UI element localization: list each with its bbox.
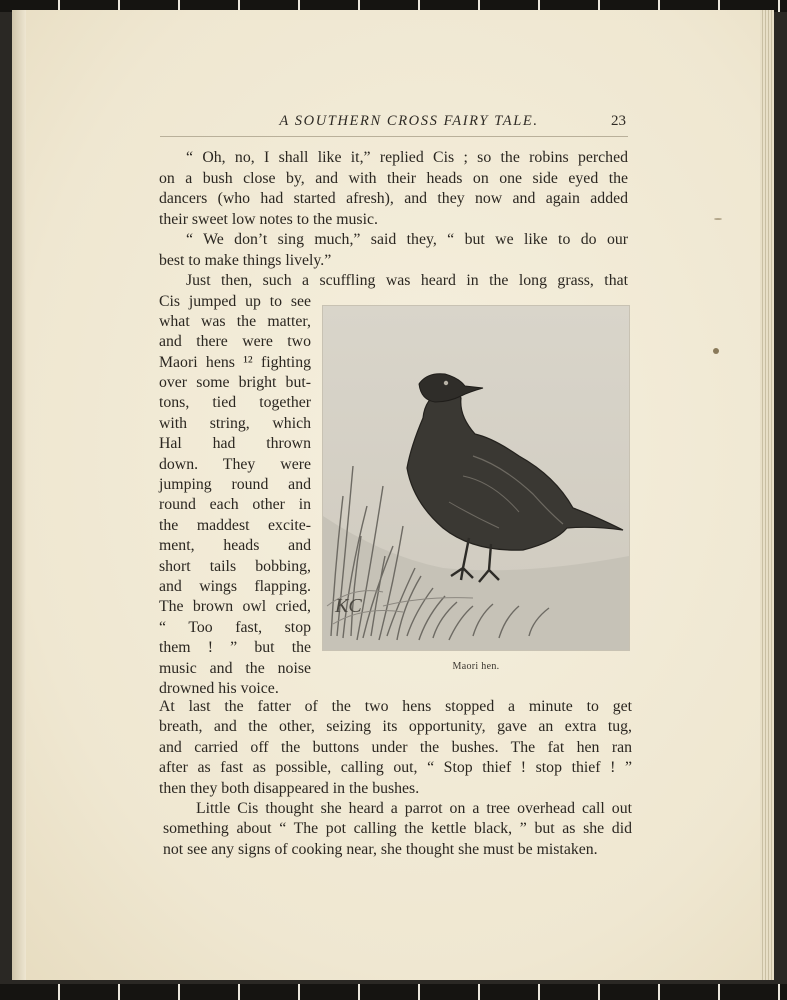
text-line: At last the fatter of the two hens stopped a minute to get <box>159 698 632 715</box>
text-line: down. They were <box>159 456 311 473</box>
text-line: Little Cis thought she heard a parrot on a tree overhead call out <box>196 800 632 817</box>
text-line: something about “ The pot calling the kettle black, ” but as she did <box>163 820 632 837</box>
maori-hen-illustration <box>323 306 629 650</box>
text-line: not see any signs of cooking near, she thought she must be mistaken. <box>163 841 598 858</box>
figure-caption: Maori hen. <box>452 661 500 672</box>
artist-signature: KC <box>335 595 362 617</box>
text-line: short tails bobbing, <box>159 558 311 575</box>
page-edges <box>760 10 774 980</box>
text-line: and there were two <box>159 333 311 350</box>
text-line: Hal had thrown <box>159 435 311 452</box>
text-line: dancers (who had started afresh), and they now and again added <box>159 190 628 207</box>
text-line: the maddest excite- <box>159 517 311 534</box>
text-line: music and the noise <box>159 660 311 677</box>
text-line: breath, and the other, seizing its opportunity, gave an extra tug, <box>159 718 632 735</box>
scan-ruler-bottom <box>0 984 787 1000</box>
text-line: “ We don’t sing much,” said they, “ but we like to do our <box>186 231 628 248</box>
hen-drawing <box>323 306 629 650</box>
text-line: then they both disappeared in the bushes. <box>159 780 420 797</box>
text-line: round each other in <box>159 496 311 513</box>
text-line: over some bright but- <box>159 374 311 391</box>
text-line: with string, which <box>159 415 311 432</box>
running-head <box>160 113 628 137</box>
text-line: “ Too fast, stop <box>159 619 311 636</box>
text-line: and carried off the buttons under the bushes. The fat hen ran <box>159 739 632 756</box>
text-line: drowned his voice. <box>159 680 279 697</box>
text-line: Maori hens ¹² fighting <box>159 354 311 371</box>
text-line: after as fast as possible, calling out, “ Stop thief ! stop thief ! ” <box>159 759 632 776</box>
text-line: and wings flapping. <box>159 578 311 595</box>
page-number: 23 <box>611 113 626 129</box>
text-line: what was the matter, <box>159 313 311 330</box>
running-title: A SOUTHERN CROSS FAIRY TALE. <box>279 113 539 129</box>
text-line: “ Oh, no, I shall like it,” replied Cis ; so the robins perched <box>186 149 628 166</box>
text-line: their sweet low notes to the music. <box>159 211 378 228</box>
text-line: The brown owl cried, <box>159 598 311 615</box>
paper-speck <box>713 348 719 354</box>
text-line: Cis jumped up to see <box>159 293 311 310</box>
text-line: them ! ” but the <box>159 639 311 656</box>
text-line: ment, heads and <box>159 537 311 554</box>
text-line: jumping round and <box>159 476 311 493</box>
hen-eye <box>444 381 448 385</box>
paper-speck <box>714 218 722 220</box>
text-line: on a bush close by, and with their heads on one side eyed the <box>159 170 628 187</box>
text-line: best to make things lively.” <box>159 252 332 269</box>
page-gutter <box>12 10 26 980</box>
text-line: Just then, such a scuffling was heard in the long grass, that <box>186 272 628 289</box>
text-line: tons, tied together <box>159 394 311 411</box>
